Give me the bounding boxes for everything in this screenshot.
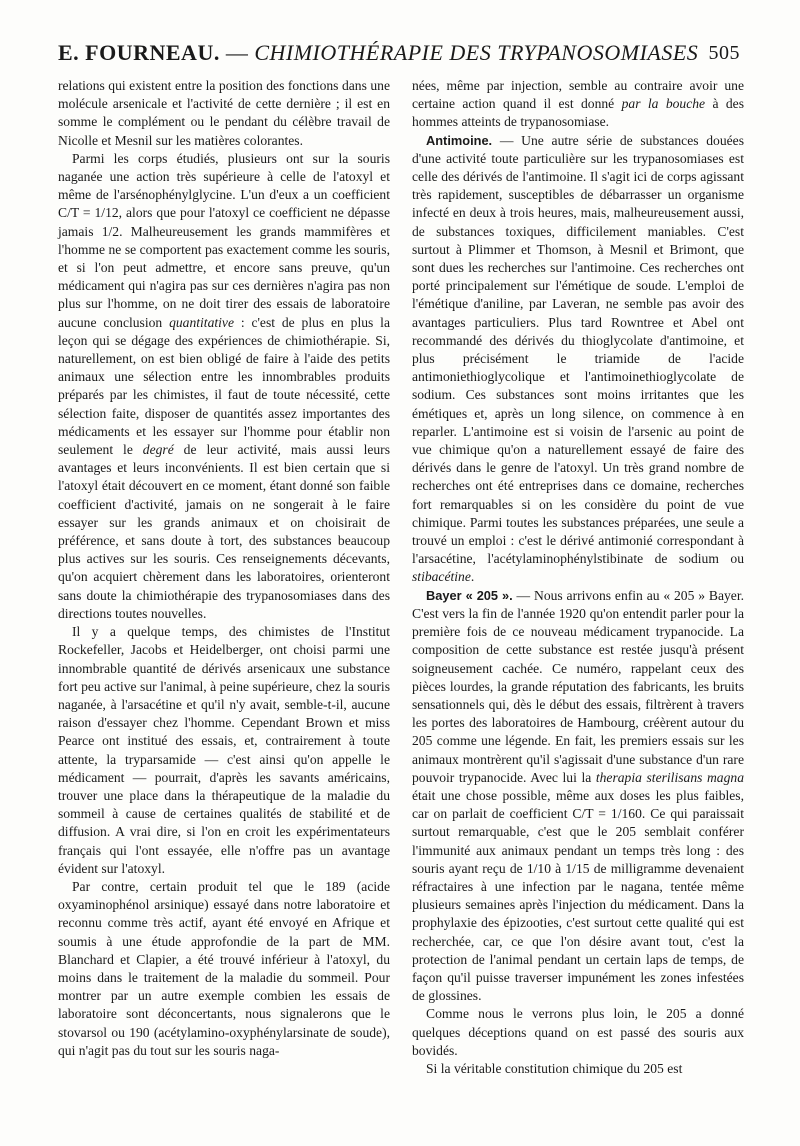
paragraph: Si la véritable constitution chimique du 205 est — [426, 1060, 683, 1076]
text-run: était une chose possible, même aux doses les plus faibles, car on parlait de coefficient C/T = 1/160. Ce qui paraissait surtout remarquable, c'est que le 205 semblait conférer l'immunité aux animaux pendant un temps très long : des souris ayant reçu de 1/10 à 1/15 de milligramme devenaient réfractaires à une infection par le nagana, tentée même plusieurs semaines après l'injection du médicament. Dans la prophylaxie des épizooties, c'est surtout cette qualité qui est recherchée, car, ce que l'on désire avant tout, c'est la protection de l'animal pendant un certain laps de temps, de façon qu'il puisse traverser impunément les zones infestées de glossines. — [412, 787, 744, 1004]
emphasis: par la bouche — [621, 96, 706, 112]
paragraph — [412, 132, 744, 587]
text-run: — Une autre série de substances douées d'une activité toute particulière sur les trypanosomiases est celle des dérivés de l'antimoine. Il s'agit ici de corps agissant très rapidement, susceptibles de débarrasser un organisme infecté en deux à trois heures, mais, malheureusement aussi, de substances toxiques, difficilement maniables. C'est surtout à Plimmer et Thomson, à Mesnil et Brimont, que sont dues les recherches sur l'antimoine. Ces recherches ont porté principalement sur l'émétique de soude. L'emploi de l'émétique d'aniline, par Laveran, ne semble pas avoir des avantages particuliers. Plus tard Rowntree et Abel ont recommandé des dérivés du thioglycolate d'antimoine, et plus précisément le triamide de l'acide antimoniethioglycolique et l'antimoinethioglycolate de sodium. Ces substances sont moins irritantes que les émétiques et, après un long silence, on commence à en reparler. L'antimoine est si voisin de l'arsenic au point de vue chimique qu'on a naturellement essayé de faire des dérivés dans le genre de l'atoxyl. Un très grand nombre de recherches ont été entreprises dans ce domaine, recherches fort remarquables si on les considère du point de vue chimique. Parmi toutes les substances préparées, une seule a trouvé un emploi : c'est le dérivé antimonié correspondant à l'arsacétine, l'acétylaminophénylstibinate de sodium ou — [412, 132, 744, 567]
emphasis: quantitative — [169, 314, 234, 330]
text-run: : c'est de plus en plus la leçon qui se dégage des expériences de chimiothérapie. Si, naturellement, on est bien obligé de faire à l'aide des petits animaux une sélection entre les innombrables produits préparés par les chimistes, il faut de toute nécessité, cette sélection faite, disposer de quantités assez importantes des médicaments et les essayer sur l'homme pour établir non seulement le — [58, 314, 390, 458]
text-run: nées, même par injection, semble au contraire avoir une certaine action quand il est donné — [412, 78, 744, 112]
emphasis: degré — [142, 442, 174, 458]
left-column — [58, 77, 390, 1060]
text-run: à des hommes atteints de trypanosomiase. — [412, 96, 745, 130]
paragraph — [412, 77, 744, 132]
header-title: CHIMIOTHÉRAPIE DES TRYPANOSOMIASES — [254, 40, 699, 65]
paragraph — [58, 150, 390, 623]
text-run: . — [470, 569, 475, 585]
paragraph: Par contre, certain produit tel que le 189 (acide oxyaminophénol arsinique) essayé dans notre laboratoire et reconnu comme très actif, ayant été envoyé en Afrique et soumis à une étude approfondie de la part de MM. Blanchard et Clapier, a été trouvé inférieur à l'atoxyl, du moins dans le traitement de la maladie du sommeil. Pour montrer par un autre exemple combien les essais de laboratoire sont déconcertants, nous signalerons que le stovarsol ou 190 (acétylamino-oxyphénylarsinate de soude), qui n'agit pas du tout sur les souris naga- — [58, 878, 390, 1058]
paragraph: Il y a quelque temps, des chimistes de l'Institut Rockefeller, Jacobs et Heidelberger, ont choisi parmi une innombrable quantité de dérivés arsenicaux une substance fort peu active sur l'animal, à peine supérieure, chez la souris naganée, à l'arsacétine et qu'il n'y avait, semble-t-il, aucune raison d'essayer chez l'homme. Cependant Brown et miss Pearce ont institué des essais, et, contrairement à toute attente, la tryparsamide — c'est ainsi qu'on appelle le médicament — pourrait, d'après les savants américains, trouver une place dans la thérapeutique de la maladie du sommeil à cause de certaines qualités de stabilité et de diffusion. A vrai dire, si l'on en croit les expérimentateurs français qui l'ont essayée, elle n'offre pas un avantage évident sur l'atoxyl. — [58, 624, 390, 876]
right-column — [412, 77, 744, 1078]
text-run: — Nous arrivons enfin au « 205 » Bayer. C'est vers la fin de l'année 1920 qu'on entendit parler pour la première fois de ce nouveau médicament trypanocide. La composition de cette substance est restée jusqu'à présent soigneusement cachée. Ce numéro, rappelant ceux des pièces lourdes, la grande réputation des fabricants, les bruits sensationnels qui, dès le début des essais, filtrèrent à travers les portes des laboratoires de Hambourg, créèrent autour du 205 comme une légende. En fait, les premiers essais sur les animaux montrèrent qu'il s'agissait d'une substance d'un rare pouvoir trypanocide. Avec lui la — [412, 587, 744, 785]
paragraph: Comme nous le verrons plus loin, le 205 a donné quelques déceptions quand on est passé des souris aux bovidés. — [412, 1006, 744, 1058]
emphasis: stibacétine — [412, 569, 471, 585]
header-separator: — — [219, 40, 255, 65]
running-header — [58, 40, 740, 66]
section-heading-antimoine: Antimoine. — [426, 132, 493, 148]
section-heading-bayer: Bayer « 205 ». — [426, 587, 513, 603]
text-run: Parmi les corps étudiés, plusieurs ont sur la souris naganée une action très supérieure à celle de l'atoxyl et même de l'arsénophénylglycine. L'un d'eux a un coefficient C/T = 1/12, alors que pour l'atoxyl ce coefficient ne dépasse jamais 1/2. Malheureusement les grands mammifères et l'homme ne se comportent pas exactement comme les souris, et si l'on peut admettre, et encore sans preuve, qu'un médicament qui n'agira pas sur ces dernières n'agira pas non plus sur l'homme, on ne doit tirer des essais de laboratoire aucune conclusion — [58, 150, 390, 330]
page-number: 505 — [708, 42, 740, 64]
emphasis: therapia sterilisans magna — [595, 769, 744, 785]
text-run: de leur activité, mais aussi leurs avantages et leurs inconvénients. Il est bien certain que si l'atoxyl était découvert en ce moment, étant donné son faible coefficient d'activité, jamais on ne songerait à le faire essayer sur les grands animaux et on choisirait de préférence, et sans doute à tort, des substances beaucoup plus actives sur les souris. Ces renseignements décevants, qu'on acquiert chèrement dans les laboratoires, orienteront sans doute la chimiothérapie des trypanosomiases dans des directions toutes nouvelles. — [58, 442, 390, 621]
header-author: E. FOURNEAU. — [58, 40, 220, 65]
paragraph — [412, 587, 744, 1006]
paragraph: relations qui existent entre la position des fonctions dans une molécule arsenicale et l'activité de cette dernière ; il est en somme le complément ou le pendant du célèbre travail de Nicolle et Mesnil sur les matières colorantes. — [58, 78, 390, 148]
